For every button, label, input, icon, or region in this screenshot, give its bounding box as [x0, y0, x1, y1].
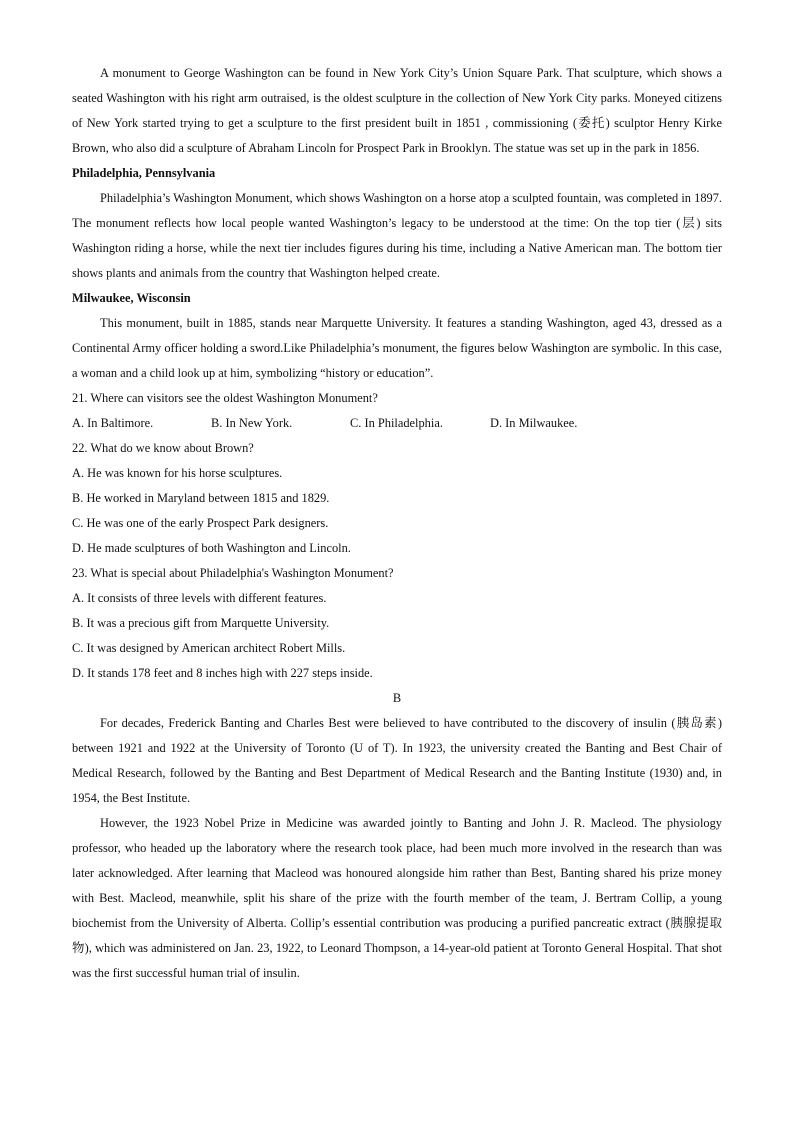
question-22-option-a: A. He was known for his horse sculptures.	[72, 466, 283, 480]
question-21-options	[72, 411, 722, 436]
heading-philadelphia: Philadelphia, Pennsylvania	[72, 166, 216, 180]
question-23-option-c: C. It was designed by American architect Robert Mills.	[72, 641, 346, 655]
question-22-option-c: C. He was one of the early Prospect Park designers.	[72, 516, 329, 530]
passage-b-paragraph-1: For decades, Frederick Banting and Charles Best were believed to have contributed to the discovery of insulin (胰岛素) between 1921 and 1922 at the University of Toronto (U of T). In 1923, the university created the Banting and Best Chair of Medical Research, followed by the Banting and Best Department of Medical Research and the Banting Institute (1930) and, in 1954, the Best Institute.	[72, 716, 722, 805]
question-23-stem: 23. What is special about Philadelphia's Washington Monument?	[72, 566, 394, 580]
question-21-option-b: B. In New York.	[211, 416, 293, 430]
question-22-option-d: D. He made sculptures of both Washington and Lincoln.	[72, 541, 351, 555]
question-22-option-b: B. He worked in Maryland between 1815 and 1829.	[72, 491, 330, 505]
document-page	[72, 61, 722, 986]
question-21-option-a: A. In Baltimore.	[72, 416, 154, 430]
passage-b-paragraph-2: However, the 1923 Nobel Prize in Medicine was awarded jointly to Banting and John J. R. Macleod. The physiology professor, who headed up the laboratory where the research took place, had been much more involved in the research than was later acknowledged. After learning that Macleod was honoured alongside him rather than Best, Banting shared his prize money with Best. Macleod, meanwhile, split his share of the prize with the fourth member of the team, J. Bertram Collip, a young biochemist from the University of Alberta. Collip’s essential contribution was producing a purified pancreatic extract (胰腺提取物), which was administered on Jan. 23, 1922, to Leonard Thompson, a 14-year-old patient at Toronto General Hospital. That shot was the first successful human trial of insulin.	[72, 816, 722, 980]
question-21-option-d: D. In Milwaukee.	[490, 416, 578, 430]
question-21-option-c: C. In Philadelphia.	[350, 416, 443, 430]
passage-a-paragraph-3: This monument, built in 1885, stands near Marquette University. It features a standing Washington, aged 43, dressed as a Continental Army officer holding a sword.Like Philadelphia’s monument, the figures below Washington are symbolic. In this case, a woman and a child look up at him, symbolizing “history or education”.	[72, 316, 722, 380]
question-23-option-a: A. It consists of three levels with different features.	[72, 591, 327, 605]
question-23-option-d: D. It stands 178 feet and 8 inches high with 227 steps inside.	[72, 666, 373, 680]
question-21-stem: 21. Where can visitors see the oldest Washington Monument?	[72, 391, 378, 405]
passage-a-paragraph-2: Philadelphia’s Washington Monument, which shows Washington on a horse atop a sculpted fountain, was completed in 1897. The monument reflects how local people wanted Washington’s legacy to be understood at the time: On the top tier (层) sits Washington riding a horse, while the next tier includes figures during his time, including a Native American man. The bottom tier shows plants and animals from the country that Washington helped create.	[72, 191, 722, 280]
section-b-label: B	[392, 691, 402, 705]
heading-milwaukee: Milwaukee, Wisconsin	[72, 291, 191, 305]
question-23-option-b: B. It was a precious gift from Marquette University.	[72, 616, 330, 630]
question-22-stem: 22. What do we know about Brown?	[72, 441, 254, 455]
passage-a-paragraph-1: A monument to George Washington can be found in New York City’s Union Square Park. That sculpture, which shows a seated Washington with his right arm outraised, is the oldest sculpture in the collection of New York City parks. Moneyed citizens of New York started trying to get a sculpture to the first president built in 1851 , commissioning (委托) sculptor Henry Kirke Brown, who also did a sculpture of Abraham Lincoln for Prospect Park in Brooklyn. The statue was set up in the park in 1856.	[72, 66, 722, 155]
